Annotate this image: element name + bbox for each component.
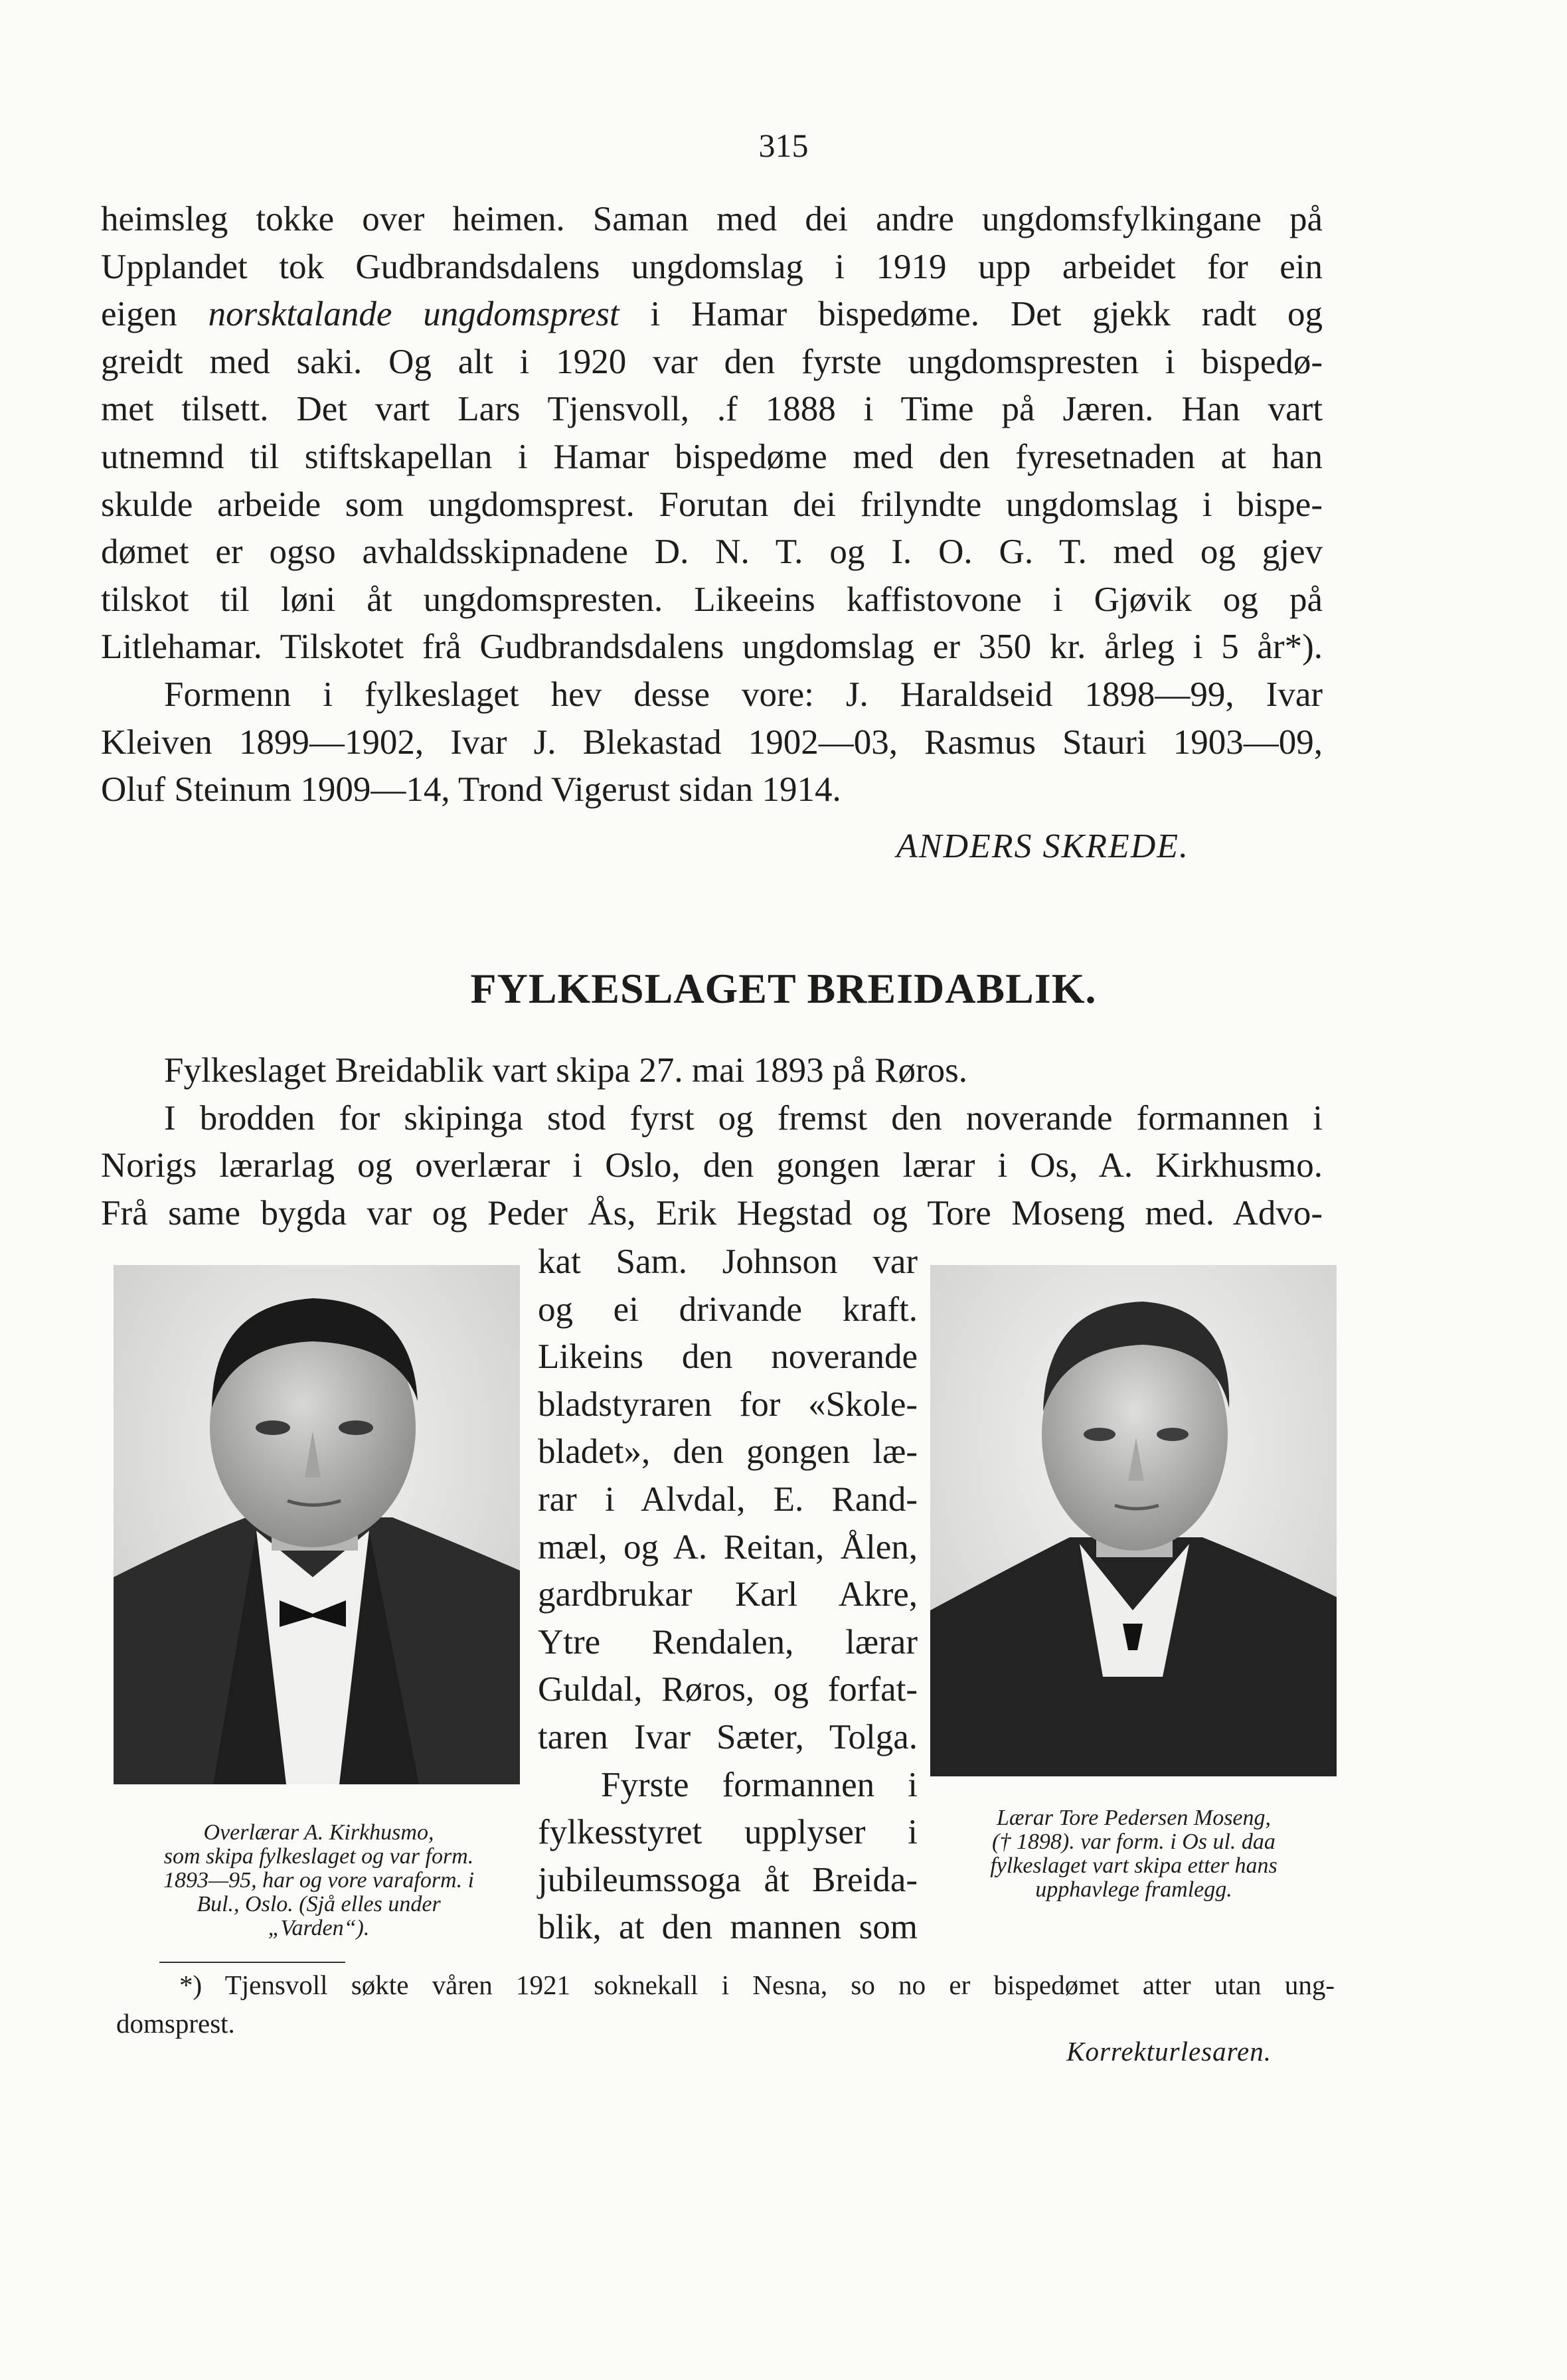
text-line: fylkesstyret upplyser i <box>538 1813 918 1852</box>
text-line: og ei drivande kraft. <box>538 1290 918 1329</box>
caption-line: fylkeslaget vart skipa etter hans <box>990 1853 1278 1878</box>
page-number: 315 <box>758 127 809 164</box>
text-line: I brodden for skipinga stod fyrst og fremst den noverande formannen i <box>164 1098 1323 1138</box>
text-line: Norigs lærarlag og overlærar i Oslo, den gongen lærar i Os, A. Kirkhusmo. <box>101 1146 1323 1185</box>
text-line: blik, at den mannen som <box>538 1908 918 1947</box>
text-fragment: eigen <box>101 295 177 334</box>
caption-line: († 1898). var form. i Os ul. daa <box>992 1829 1276 1854</box>
portrait-photo-kirkhusmo <box>114 1265 520 1784</box>
text-line: Litlehamar. Tilskotet frå Gudbrandsdalens ungdomslag er 350 kr. årleg i 5 år*). <box>101 628 1323 667</box>
text-line: met tilsett. Det vart Lars Tjensvoll, .f 1888 i Time på Jæren. Han vart <box>101 390 1323 429</box>
photo-caption-left <box>106 1821 531 1940</box>
caption-line: Overlærar A. Kirkhusmo, <box>203 1820 434 1845</box>
text-line: Fyrste formannen i <box>601 1765 918 1804</box>
text-line: tilskot til løni åt ungdomspresten. Likeeins kaffistovone i Gjøvik og på <box>101 580 1323 619</box>
footnote-signature: Korrekturlesaren. <box>1066 2036 1272 2067</box>
italic-phrase: norsktalande ungdomsprest <box>208 295 619 334</box>
footnote-divider <box>159 1962 345 1963</box>
portrait-photo-moseng <box>930 1265 1337 1776</box>
caption-line: „Varden“). <box>268 1916 370 1940</box>
text-line: greidt med saki. Og alt i 1920 var den fyrste ungdomspresten i bispedø- <box>101 342 1323 381</box>
text-line: skulde arbeide som ungdomsprest. Forutan dei frilyndte ungdomslag i bispe- <box>101 485 1323 524</box>
portrait-illustration <box>930 1265 1337 1776</box>
text-fragment: i Hamar bispedøme. Det gjekk radt og <box>650 295 1323 334</box>
text-line: Formenn i fylkeslaget hev desse vore: J. Haraldseid 1898—99, Ivar <box>164 675 1323 714</box>
text-line: dømet er ogso avhaldsskipnadene D. N. T. og I. O. G. T. med og gjev <box>101 533 1323 572</box>
caption-line: Lærar Tore Pedersen Moseng, <box>996 1806 1272 1830</box>
text-line: heimsleg tokke over heimen. Saman med dei andre ungdomsfylkingane på <box>101 200 1323 238</box>
text-line: utnemnd til stiftskapellan i Hamar bispedøme med den fyresetnaden at han <box>101 437 1323 476</box>
text-line: Kleiven 1899—1902, Ivar J. Blekastad 1902—03, Rasmus Stauri 1903—09, <box>101 722 1323 762</box>
text-line: taren Ivar Sæter, Tolga. <box>538 1717 918 1756</box>
text-line: Guldal, Røros, og forfat- <box>538 1670 918 1709</box>
text-line: kat Sam. Johnson var <box>538 1242 918 1281</box>
caption-line: 1893—95, har og vore varaform. i <box>163 1868 475 1893</box>
footnote-line: *) Tjensvoll søkte våren 1921 soknekall i Nesna, so no er bispedømet atter utan ung- <box>179 1970 1335 2000</box>
article-intro <box>101 1047 1323 1237</box>
text-line: Ytre Rendalen, lærar <box>538 1622 918 1661</box>
text-line: jubileumssoga åt Breida- <box>538 1860 918 1899</box>
text-line: mæl, og A. Reitan, Ålen, <box>538 1527 918 1567</box>
footnote <box>116 1966 1335 2043</box>
text-line: Oluf Steinum 1909—14, Trond Vigerust sidan 1914. <box>101 770 841 809</box>
footnote-line: domsprest. <box>116 2008 235 2039</box>
portrait-illustration <box>114 1265 520 1784</box>
caption-line: Bul., Oslo. (Sjå elles under <box>197 1892 441 1916</box>
photo-caption-right <box>930 1806 1338 1902</box>
text-line: Frå same bygda var og Peder Ås, Erik Hegstad og Tore Moseng med. Advo- <box>101 1193 1323 1232</box>
author-signature: ANDERS SKREDE. <box>896 827 1190 865</box>
text-line: Likeins den noverande <box>538 1337 918 1377</box>
section-heading: FYLKESLAGET BREIDABLIK. <box>470 965 1097 1012</box>
caption-line: upphavlege framlegg. <box>1035 1877 1232 1902</box>
narrow-text-column <box>538 1238 918 1952</box>
text-line: bladstyraren for «Skole- <box>538 1385 918 1424</box>
text-line: Upplandet tok Gudbrandsdalens ungdomslag i 1919 upp arbeidet for ein <box>101 247 1323 286</box>
article-continuation <box>101 196 1323 814</box>
text-line-with-italic <box>101 291 1323 339</box>
text-line: rar i Alvdal, E. Rand- <box>538 1480 918 1519</box>
text-line: gardbrukar Karl Akre, <box>538 1575 918 1614</box>
text-line: bladet», den gongen læ- <box>538 1432 918 1472</box>
caption-line: som skipa fylkeslaget og var form. <box>163 1844 474 1869</box>
text-line: Fylkeslaget Breidablik vart skipa 27. mai 1893 på Røros. <box>164 1051 967 1090</box>
